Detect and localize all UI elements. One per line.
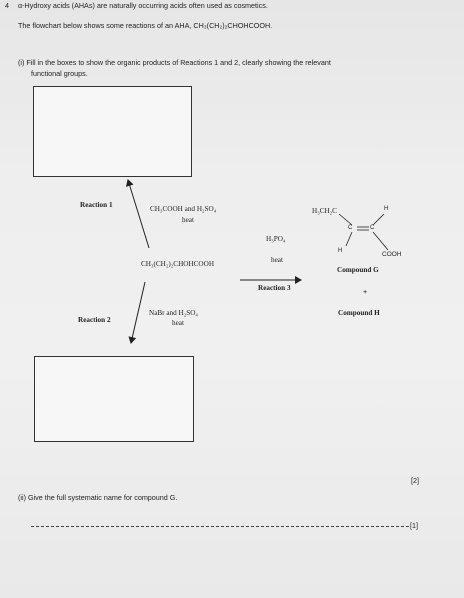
plus-sign: +	[363, 287, 368, 296]
reaction2-reagents: NaBr and H₂SO₄	[149, 309, 198, 317]
start-compound: CH₃(CH₂)₂CHOHCOOH	[141, 260, 215, 268]
compound-h-label: Compound H	[338, 309, 380, 317]
reaction1-conditions: heat	[182, 216, 194, 224]
compound-g-group-top-right: H	[384, 206, 389, 212]
reaction2-arrow	[131, 282, 145, 343]
bond-top-right	[373, 214, 384, 225]
compound-g-label: Compound G	[337, 266, 379, 274]
reaction1-label: Reaction 1	[80, 201, 113, 209]
compound-g-carbon-left: C	[348, 225, 353, 231]
reaction3-label: Reaction 3	[258, 284, 291, 292]
reaction1-arrow	[128, 180, 149, 248]
marks-part-i: [2]	[411, 476, 419, 485]
part-i-text: (i) Fill in the boxes to show the organic products of Reactions 1 and 2, clearly showing the relevant	[18, 58, 331, 67]
question-header: α-Hydroxy acids (AHAs) are naturally occurring acids often used as cosmetics.	[18, 1, 268, 10]
compound-g-group-top-left: H₃CH₂C	[312, 207, 337, 215]
reaction2-conditions: heat	[172, 319, 184, 327]
compound-g-group-bottom-right: COOH	[382, 251, 402, 258]
bond-bottom-left	[346, 232, 352, 246]
part-i-text-continued: functional groups.	[31, 69, 88, 78]
bond-bottom-right	[373, 232, 388, 250]
compound-g-carbon-right: C	[370, 225, 375, 231]
compound-g-group-bottom-left: H	[338, 248, 343, 254]
reaction2-label: Reaction 2	[78, 316, 111, 324]
answer-line[interactable]	[31, 526, 409, 527]
marks-part-ii: [1]	[410, 521, 418, 530]
reaction1-reagents: CH₃COOH and H₂SO₄	[150, 205, 217, 213]
question-intro: The flowchart below shows some reactions of an AHA, CH₃(CH₂)₂CHOHCOOH.	[18, 21, 273, 30]
part-ii-text: (ii) Give the full systematic name for compound G.	[18, 493, 178, 502]
reaction3-conditions: heat	[271, 256, 283, 264]
reaction3-reagents: H₃PO₄	[266, 235, 286, 243]
question-number: 4	[5, 1, 9, 10]
